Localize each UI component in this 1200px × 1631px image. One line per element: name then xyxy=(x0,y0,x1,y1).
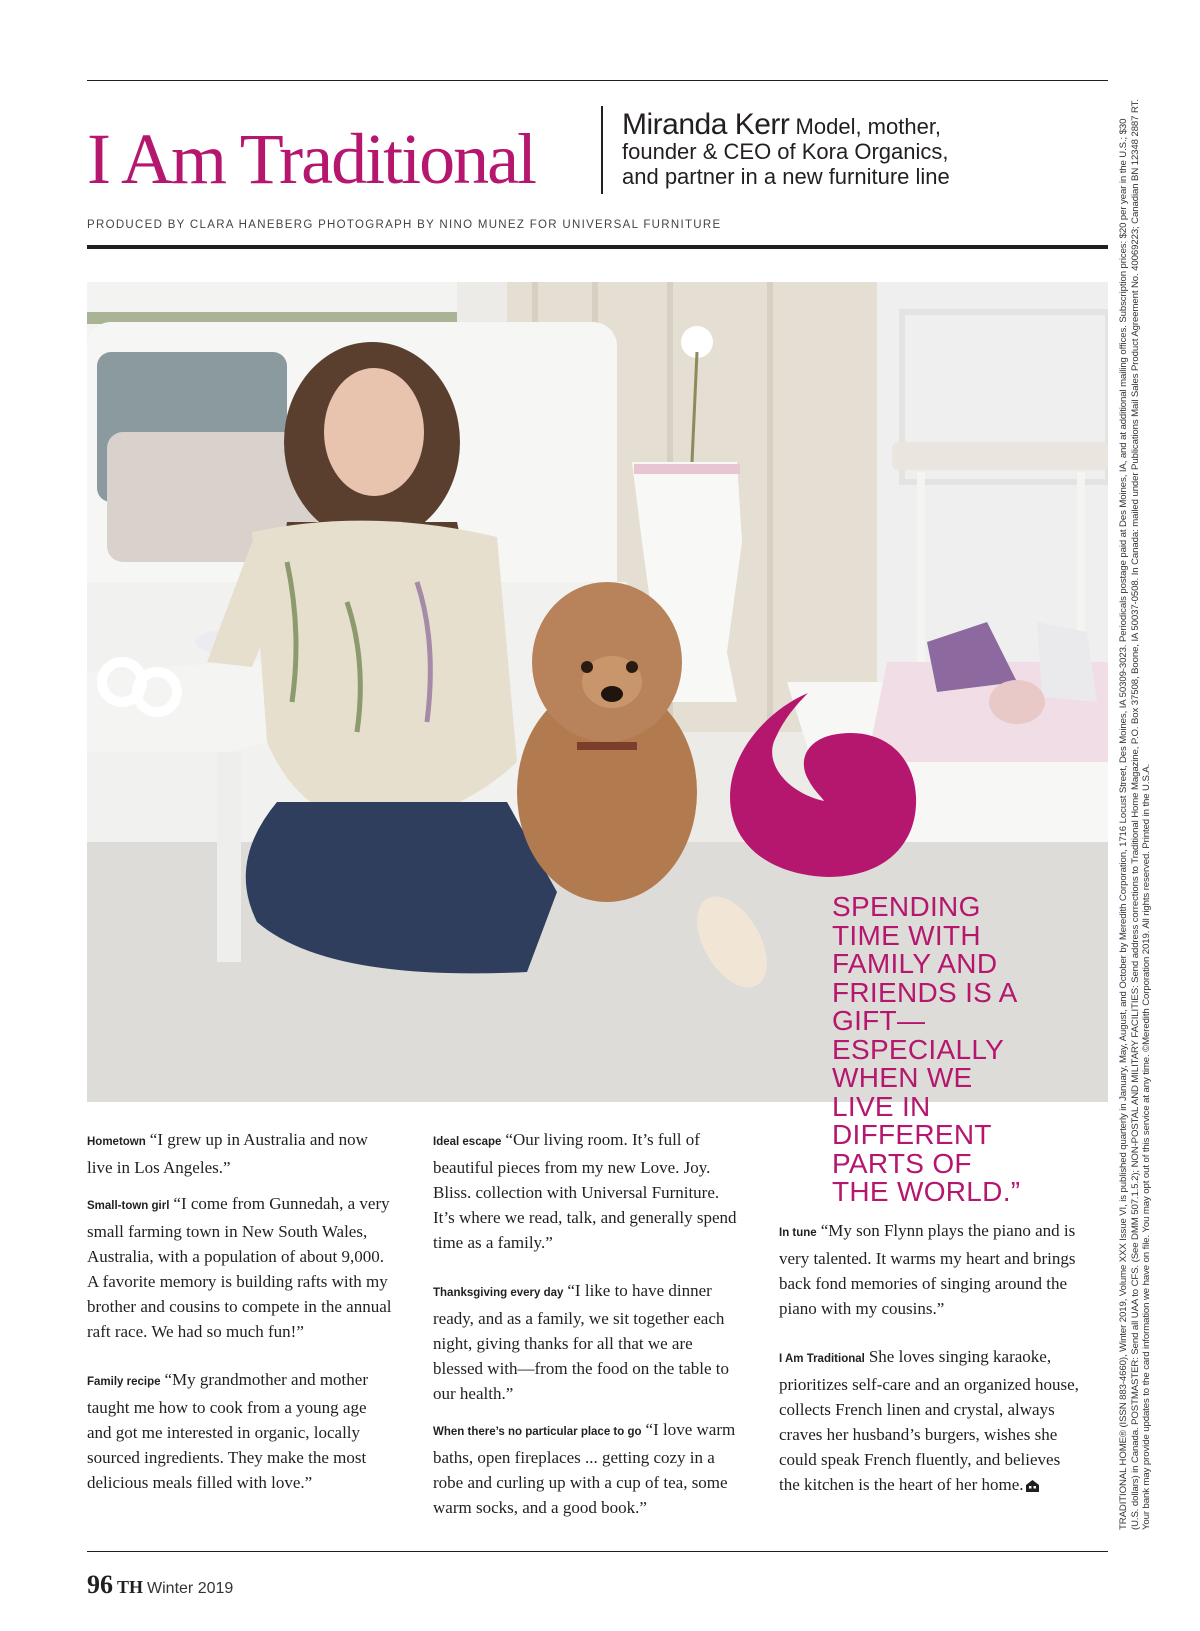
top-rule xyxy=(87,80,1108,81)
house-icon xyxy=(1026,1480,1039,1492)
column-1 xyxy=(87,1127,392,1495)
photo-credits: PRODUCED BY CLARA HANEBERG PHOTOGRAPH BY NINO MUNEZ FOR UNIVERSAL FURNITURE xyxy=(87,219,722,231)
para-text: “My son Flynn plays the piano and is very talented. It warms my heart and brings back fond memories of singing around the piano with my cousins.” xyxy=(779,1221,1076,1318)
column-2 xyxy=(433,1127,738,1520)
folio xyxy=(87,1570,233,1600)
para-in-tune xyxy=(779,1218,1084,1321)
quote-mark-icon xyxy=(728,693,918,883)
lead-label: Family recipe xyxy=(87,1376,161,1388)
magazine-abbrev: TH xyxy=(117,1577,144,1597)
legal-line-2: (U.S. dollars) in Canada. POSTMASTER: Send all UAA to CFS. (See DMM 507.1.5.2); NON-POSTAL AND MILITARY FACILITIES: Send address corrections to Traditional Home Magazine, P.O. Box 37508, Boone, IA 50037-0508. In Canada: mailed under Publications Mail Sales Product Agreement No. 40069223; Canadian BN 12348 2887 RT. xyxy=(1129,99,1141,1530)
pull-quote: SPENDING TIME WITH FAMILY AND FRIENDS IS A GIFT—ESPECIALLY WHEN WE LIVE IN DIFFERENT PARTS OF THE WORLD.” xyxy=(832,891,1021,1207)
para-text: “I grew up in Australia and now live in Los Angeles.” xyxy=(87,1130,368,1177)
issue-label: Winter 2019 xyxy=(147,1580,234,1597)
page-title: I Am Traditional xyxy=(87,119,536,199)
para-text: “Our living room. It’s full of beautiful pieces from my new Love. Joy. Bliss. collection with Universal Furniture. It’s where we read, talk, and generally spend time as a family.” xyxy=(433,1130,737,1252)
subject-name: Miranda Kerr xyxy=(622,108,790,141)
column-3 xyxy=(779,1218,1084,1497)
lead-label: Ideal escape xyxy=(433,1136,502,1148)
para-small-town-girl xyxy=(87,1191,392,1344)
lead-label: In tune xyxy=(779,1227,817,1239)
subject-block xyxy=(622,108,1032,189)
legal-line-1: TRADITIONAL HOME® (ISSN 883-4660), Winter 2019, Volume XXX Issue VI, is published quarterly in January, May, August, and October by Meredith Corporation, 1716 Locust Street, Des Moines, IA 50309-3023. Periodicals postage paid at Des Moines, IA, and at additional mailing offices. Subscription prices: $20 per year in the U.S.; $30 xyxy=(1118,118,1129,1530)
lead-label: Thanksgiving every day xyxy=(433,1287,564,1299)
lead-label: I Am Traditional xyxy=(779,1353,865,1365)
lead-label: Hometown xyxy=(87,1136,146,1148)
para-hometown xyxy=(87,1127,392,1180)
para-family-recipe xyxy=(87,1367,392,1495)
subject-line-2: founder & CEO of Kora Organics, xyxy=(622,139,949,164)
para-text: “I like to have dinner ready, and as a family, we sit together each night, giving thanks for all that we are blessed with—from the food on the table to our health.” xyxy=(433,1281,730,1403)
para-i-am-traditional xyxy=(779,1344,1084,1497)
title-divider xyxy=(601,106,603,194)
para-text: “I love warm baths, open fireplaces ... getting cozy in a robe and curling up with a cup of tea, some warm socks, and a good book.” xyxy=(433,1420,736,1517)
para-ideal-escape xyxy=(433,1127,738,1255)
subject-line-3: and partner in a new furniture line xyxy=(622,164,950,189)
footer-rule xyxy=(87,1551,1108,1552)
para-thanksgiving xyxy=(433,1278,738,1406)
para-no-particular-place xyxy=(433,1417,738,1520)
para-text: She loves singing karaoke, prioritizes self-care and an organized house, collects French linen and crystal, always craves her husband’s burgers, wishes she could speak French fluently, and believes the kitchen is the heart of her home. xyxy=(779,1347,1079,1494)
subject-line-1: Model, mother, xyxy=(795,114,942,139)
legal-line-3: Your bank may provide updates to the card information we have on file. You may opt out of this service at any time. ©Meredith Corporation 2019. All rights reserved. Printed in the U.S.A. xyxy=(1141,763,1152,1530)
para-text: “I come from Gunnedah, a very small farming town in New South Wales, Australia, with a population of about 9,000. A favorite memory is building rafts with my brother and cousins to compete in the annual raft race. We had so much fun!” xyxy=(87,1194,392,1341)
header-rule xyxy=(87,245,1108,249)
lead-label: When there’s no particular place to go xyxy=(433,1426,642,1438)
para-text: “My grandmother and mother taught me how to cook from a young age and got me interested in organic, locally sourced ingredients. They make the most delicious meals filled with love.” xyxy=(87,1370,368,1492)
lead-label: Small-town girl xyxy=(87,1200,170,1212)
legal-notice xyxy=(1118,75,1153,1530)
page-number: 96 xyxy=(87,1570,113,1599)
